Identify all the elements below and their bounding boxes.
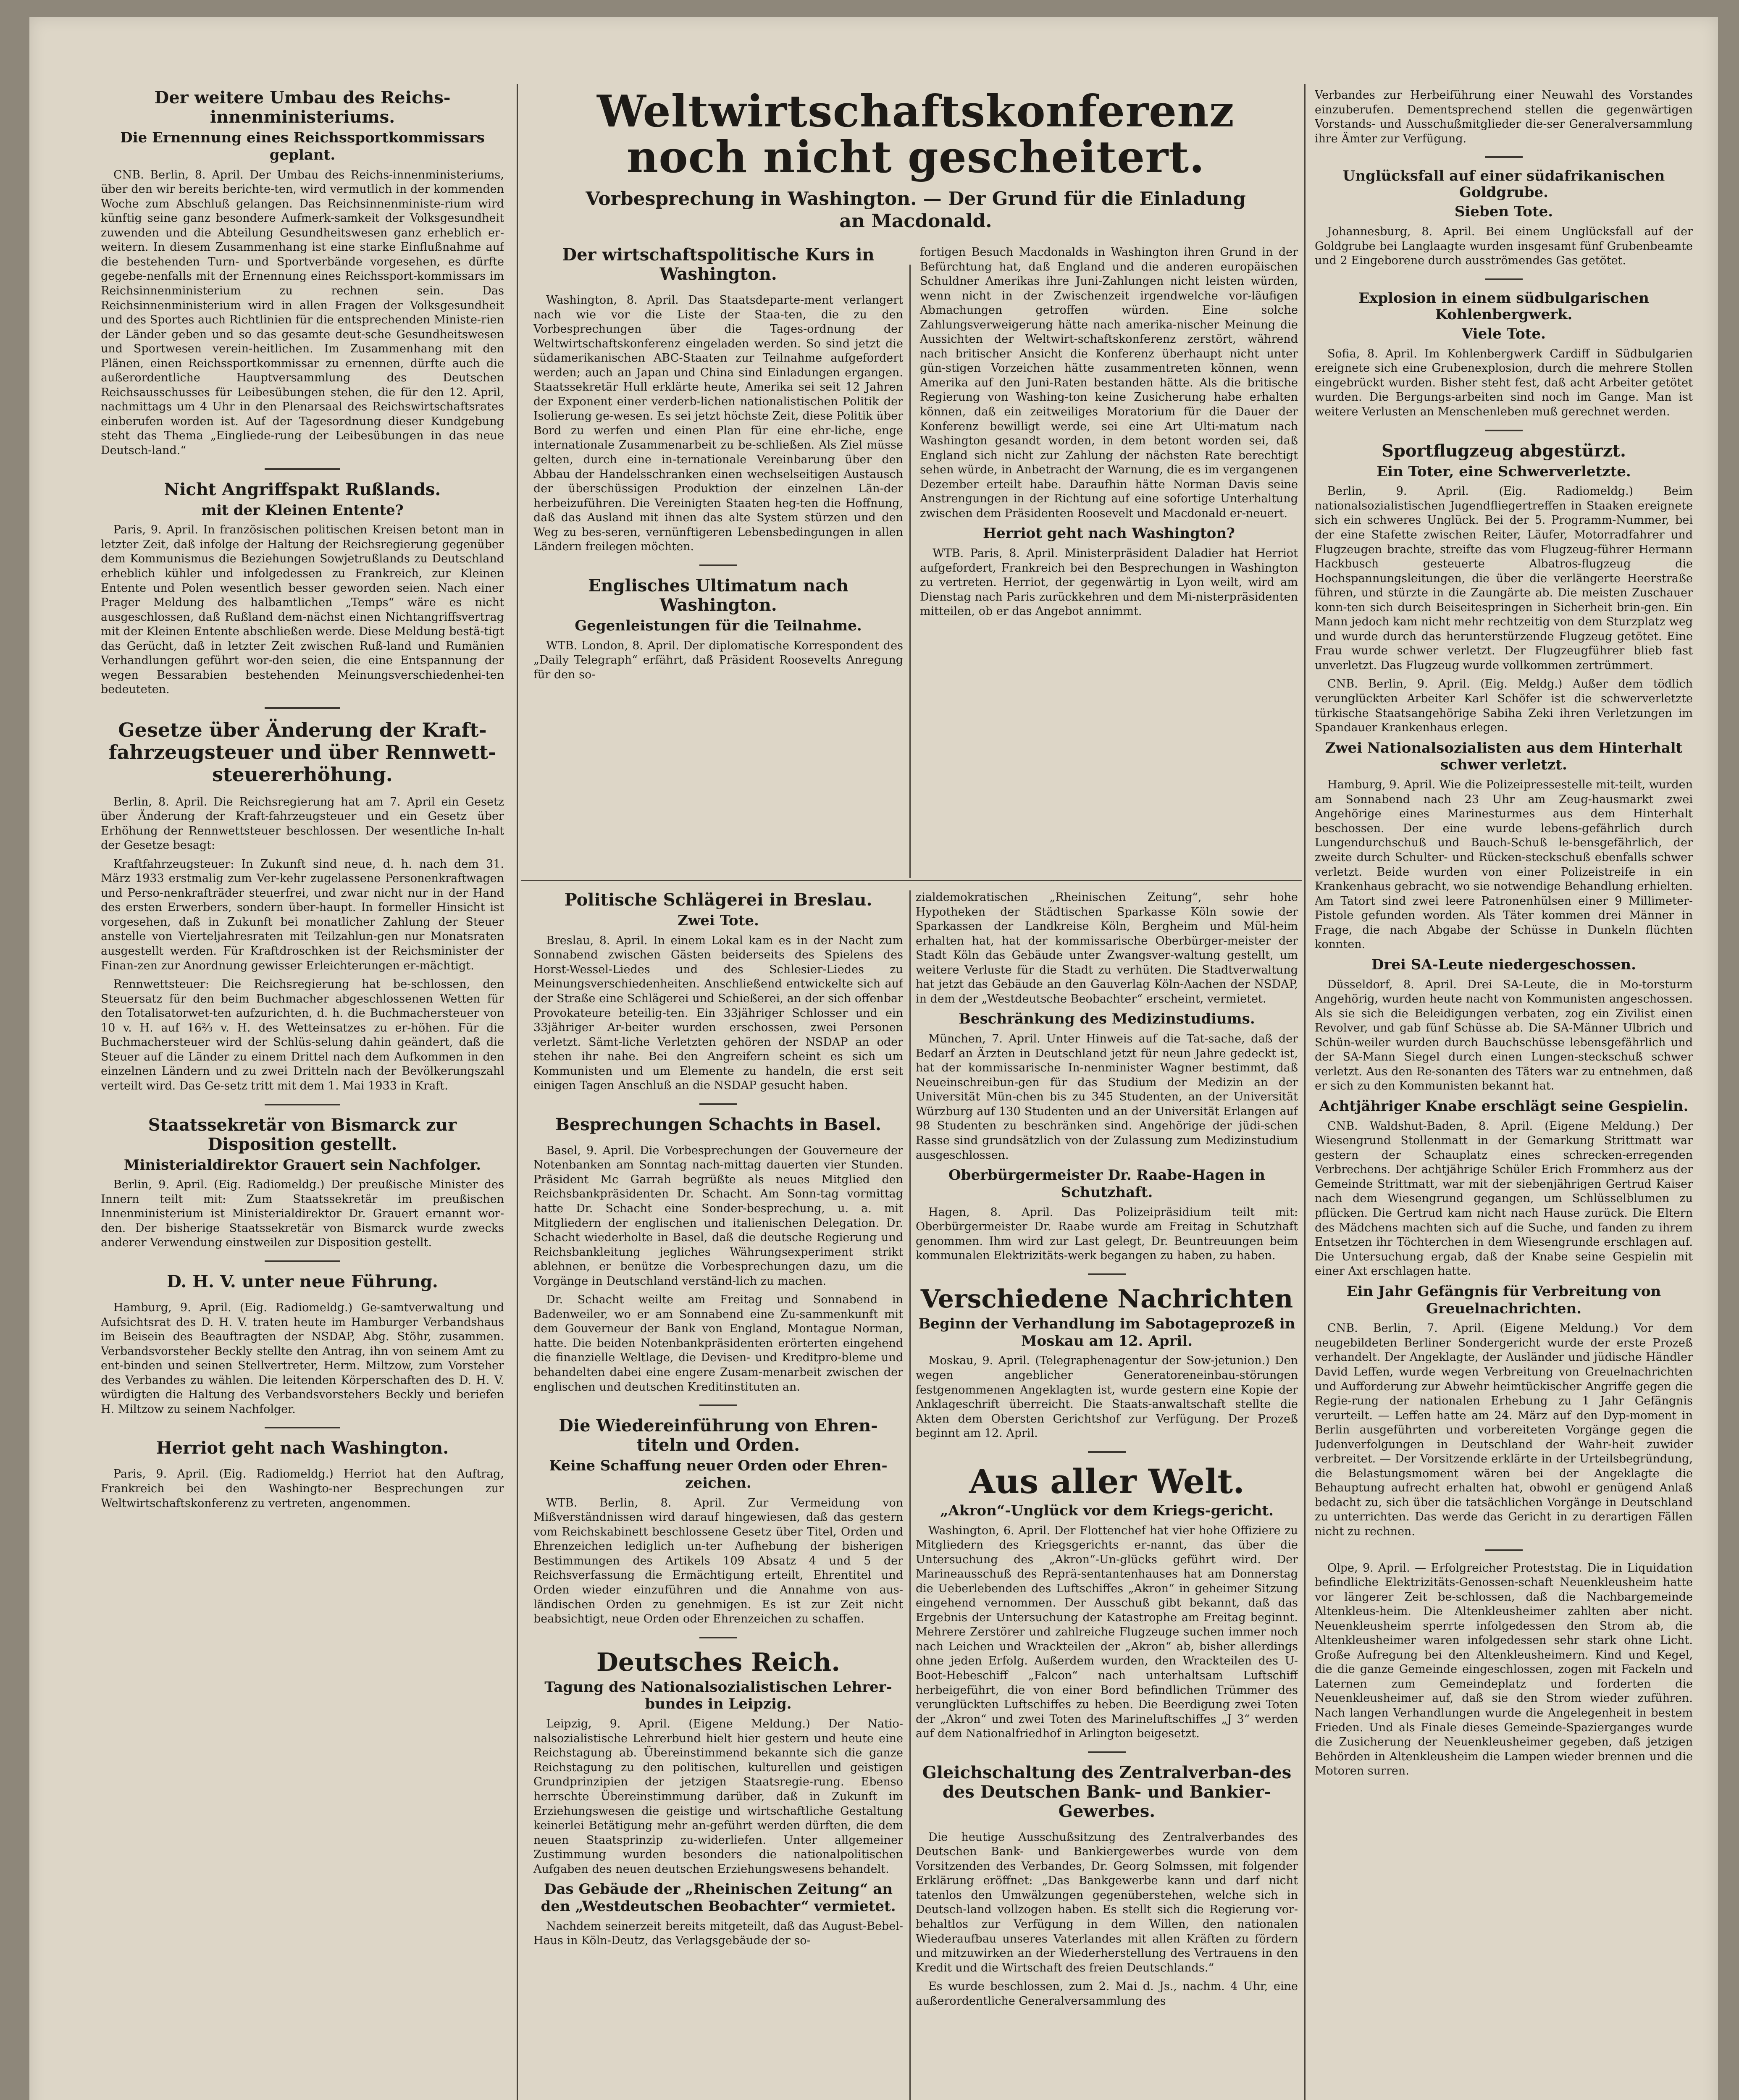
article-body: WTB. London, 8. April. Der diplomatische Korrespondent des „Daily Telegraph“ erfährt, daß Präsident Roosevelts Anregung für den so- <box>533 639 903 681</box>
article-body: Berlin, 9. April. (Eig. Radiomeldg.) Der preußische Minister des Innern teilt mit: Zum Staatssekretär im preußischen Innenministerium ist Ministerialdirektor Dr. Grauert ernannt wor-den. Der bisherige Staatssekretär von Bismarck wurde zwecks anderer Verwendung einstweilen zur Disposition gestellt. <box>101 1178 504 1250</box>
separator <box>699 1103 737 1105</box>
main-story-right <box>920 245 1298 686</box>
article-subhead: Tagung des Nationalsozialistischen Lehrer-bundes in Leipzig. <box>544 1678 892 1713</box>
newspaper-page <box>29 17 1718 2100</box>
article-headline: Herriot geht nach Washington. <box>156 1438 449 1458</box>
main-headline: Weltwirtschaftskonferenz noch nicht gescheitert. <box>597 88 1235 183</box>
article-verschiedene <box>916 1285 1298 1441</box>
main-story-left <box>533 245 903 686</box>
article-body: Hagen, 8. April. Das Polizeipräsidium teilt mit: Oberbürgermeister Dr. Raabe wurde am Freitag in Schutzhaft genommen. Ihm wird zur Last gelegt, Dr. Beuntreuungen beim kommunalen Elektrizitäts-werk begangen zu haben, zu haben. <box>916 1205 1298 1263</box>
article-sa-leute <box>1315 956 1693 1094</box>
article-bankgewerbe <box>916 1763 1298 2009</box>
article-body: zialdemokratischen „Rheinischen Zeitung“, sehr hohe Hypotheken der Städtischen Sparkasse Köln sowie der Sparkassen der Landkreise Köln, Bergheim und Mül-heim erhalten hat, hat der kommissarische Oberbürger-meister der Stadt Köln das Gebäude unter Zwangsver-waltung gestellt, um weitere Verluste für die Stadt zu verhüten. Die Stadtverwaltung hat jetzt das Gebäude an den Gauverlag Köln-Aachen der NSDAP, in dem der „Westdeutsche Beobachter“ erscheint, vermietet. <box>916 891 1298 1005</box>
article-kohlenbergwerk <box>1315 290 1693 420</box>
separator <box>1485 1549 1523 1551</box>
article-body: Hamburg, 9. April. Wie die Polizeipressestelle mit-teilt, wurden am Sonnabend nach 23 Uhr am Zeug-hausmarkt zwei Angehörige eines Marinesturmes aus dem Hinterhalt beschossen. Der eine wurde lebens-gefährlich durch Lungendurchschuß und Bauch-Schuß le-bensgefährlich, der zweite durch Schulter- und Rücken-steckschuß ebenfalls schwer verletzt. Beide wurden von einer Polizeistreife in ein Krankenhaus gebracht, wo sie notwendige Behandlung erhielten. Am Tatort sind zwei leere Patronenhülsen einer 9 Millimeter-Pistole gefunden worden. Als Täter kommen drei Männer in Frage, die nach Abgabe der Schüsse in Dunkeln flüchten konnten. <box>1315 778 1693 951</box>
article-body: CNB. Berlin, 7. April. (Eigene Meldung.) Vor dem neugebildeten Berliner Sondergericht wurde der erste Prozeß verhandelt. Der Angeklagte, der Ausländer und jüdische Händler David Leffen, wurde wegen Verbreitung von Greuelnachrichten und Aufforderung zur Abwehr heimtückischer Angriffe gegen die Regie-rung der nationalen Erhebung zu 1 Jahr Gefängnis verurteilt. — Leffen hatte am 24. März auf den Dyp-moment in Berlin ausgeführten und vorbereiteten Vorgänge gegen die Judenverfolgungen in Deutschland der Wahr-heit zuwider verbreitet. — Der Vorsitzende erklärte in der Urteilsbegründung, die Belastungsmoment wären bei der Angeklagte die Behauptung aufrecht erhalten hat, obwohl er genügend Anlaß bedacht zu, sich über die tatsächlichen Vorgänge in Deutschland zu unterrichten. Das werde das Gericht in zu derartigen Fällen nicht zu rechnen. <box>1315 1322 1693 1538</box>
article-body: Düsseldorf, 8. April. Drei SA-Leute, die in Mo-torsturm Angehörig, wurden heute nacht von Kommunisten angeschossen. Als sie sich die Beleidigungen verbaten, zog ein Zivilist einen Revolver, und gab fünf Schüsse ab. Die SA-Männer Ulbrich und Schün-weiler wurden durch Bauchschüsse lebensgefährlich und der SA-Mann Siegel durch einen Lungen-steckschuß schwer verletzt. Aus den Re-sonanten des Täters war zu entnehmen, daß er sich zu den Kommunisten bekannt hat. <box>1315 978 1693 1093</box>
article-headline: Zwei Nationalsozialisten aus dem Hinterhalt schwer verletzt. <box>1325 739 1683 774</box>
article-subhead: Viele Tote. <box>1462 326 1546 342</box>
separator <box>699 1637 737 1638</box>
article-body: Verbandes zur Herbeiführung einer Neuwahl des Vorstandes einzuberufen. Dementsprechend stellen die gegenwärtigen Vorstands- und Ausschußmitglieder die-ser Generalversammlung ihre Ämter zur Verfügung. <box>1315 89 1693 145</box>
article-breslau <box>533 890 903 1093</box>
separator <box>1088 1751 1126 1753</box>
article-headline: Explosion in einem südbulgarischen Kohlenbergwerk. <box>1358 289 1649 323</box>
section-rule <box>521 880 1302 881</box>
article-herriot <box>101 1438 504 1511</box>
article-subhead: Ein Toter, eine Schwerverletzte. <box>1376 463 1631 480</box>
article-body: CNB. Berlin, 9. April. (Eig. Meldg.) Außer dem tödlich verunglückten Arbeiter Karl Schöfer ist die schwerverletzte türkische Staatsangehörige Sabiha Zeki ihren Verletzungen im Spandauer Krankenhaus erlegen. <box>1315 677 1693 735</box>
article-subhead: Die Ernennung eines Reichssportkommissars geplant. <box>120 129 485 163</box>
article-subhead: mit der Kleinen Entente? <box>201 501 404 519</box>
main-subhead: Vorbesprechung in Washington. — Der Grund für die Einladung an Macdonald. <box>586 188 1246 232</box>
separator <box>1485 278 1523 280</box>
separator <box>699 564 737 566</box>
article-body: Moskau, 9. April. (Telegraphenagentur der Sow-jetunion.) Den wegen angeblicher Generatoreneinbau-störungen festgenommenen Angeklagten ist, wurde gestern eine Kopie der Anklageschrift überreicht. Die Staats-anwaltschaft stellte die Akten dem Obersten Gerichtshof zur Verfügung. Der Prozeß beginnt am 12. April. <box>916 1354 1298 1440</box>
article-headline: Der weitere Umbau des Reichs-innenministeriums. <box>154 88 451 127</box>
separator <box>265 707 340 709</box>
article-body: Kraftfahrzeugsteuer: In Zukunft sind neue, d. h. nach dem 31. März 1933 erstmalig zum Ver-kehr zugelassene Personenkraftwagen und Perso-nenkrafträder steuerfrei, und zwar nicht nur in der Hand des ersten Erwerbers, sondern über-haupt. In formeller Hinsicht ist vorgesehen, daß in Zukunft bei monatlicher Zahlung der Steuer anstelle von Vierteljahresraten mit Teilzahlun-gen nur Monatsraten ausgestellt werden. Für Kraftdroschken ist der Reichsminister der Finan-zen zur Anordnung gewisser Erleichterungen er-mächtigt. <box>101 857 504 972</box>
section-headline: Deutsches Reich. <box>596 1647 841 1677</box>
main-story <box>533 88 1298 869</box>
article-subhead: Sieben Tote. <box>1454 203 1553 220</box>
article-body: Die heutige Ausschußsitzung des Zentralverbandes des Deutschen Bank- und Bankiergewerbes wurde von dem Vorsitzenden des Verbandes, Dr. Georg Solmssen, mit folgender Erklärung eröffnet: „Das Bankgewerbe kann und darf nicht tatenlos den Umwälzungen gegenüberstehen, welche sich in Deutsch-land vollzogen haben. Es stellt sich die Regierung vor-behaltlos zur Verfügung in dem Willen, den nationalen Wiederaufbau unseres Vaterlandes mit allen Kräften zu fördern und mitzuwirken an der Wiederherstellung des Vertrauens in den Kredit und die Wirtschaft des freien Deutschlands.“ <box>916 1830 1298 1974</box>
article-headline: Unglücksfall auf einer südafrikanischen Goldgrube. <box>1342 168 1665 201</box>
column-mid-left <box>533 890 903 2100</box>
article-headline: Oberbürgermeister Dr. Raabe-Hagen in Schutzhaft. <box>948 1167 1265 1201</box>
article-body: Paris, 9. April. In französischen politischen Kreisen betont man in letzter Zeit, daß infolge der Haltung der Reichsregierung gegenüber dem Kommunismus die Beziehungen Sowjetrußlands zu Deutschland erheblich kühler und infolgedessen zu Frankreich, zur Kleinen Entente und Polen wesentlich besser geworden seien. Nach einer Prager Meldung des halbamtlichen „Temps“ wäre es nicht ausgeschlossen, daß Rußland dem-nächst einen Nichtangriffsvertrag mit der Kleinen Entente abschließen werde. Diese Meldung bestä-tigt das Gerücht, daß in letzter Zeit zwischen Ruß-land und Rumänien Verhandlungen geführt wor-den seien, die eine Entspannung der wegen Bessarabien bestehenden Meinungsverschiedenhei-ten bedeuteten. <box>101 523 504 696</box>
separator <box>1485 430 1523 431</box>
column-rule-mid-center <box>909 890 911 2100</box>
column-rule-right <box>1304 84 1306 2100</box>
article-medizinstudium <box>916 1011 1298 1163</box>
separator <box>1088 1273 1126 1275</box>
article-deutsches-reich <box>533 1648 903 1948</box>
article-subhead: Gegenleistungen für die Teilnahme. <box>575 617 862 634</box>
separator <box>1485 156 1523 158</box>
article-headline: Ein Jahr Gefängnis für Verbreitung von Greuelnachrichten. <box>1346 1283 1661 1317</box>
article-sportflugzeug <box>1315 441 1693 735</box>
article-body: Sofia, 8. April. Im Kohlenbergwerk Cardiff in Südbulgarien ereignete sich eine Grubenexplosion, durch die mehrere Stollen eingebrückt wurden. Bisher steht fest, daß acht Arbeiter getötet wurden. Die Bergungs-arbeiten sind noch im Gange. Man ist weitere Verlusten an Menschenleben muß gerechnet werden. <box>1315 347 1693 418</box>
article-body: fortigen Besuch Macdonalds in Washington ihren Grund in der Befürchtung hat, daß England und die anderen europäischen Schuldner Amerikas ihre Juni-Zahlungen nicht leisten würden, wenn nicht in der Zwischenzeit irgendwelche vor-läufigen Abmachungen getroffen würden. Eine solche Zahlungsverweigerung hätte nach amerika-nischer Meinung die Aussichten der Weltwirt-schaftskonferenz zerstört, während nach britischer Ansicht die Konferenz überhaupt nicht unter gün-stigen Vorzeichen hätte zusammentreten können, wenn Amerika auf den Juni-Raten bestanden hätte. Als die britische Regierung von Washing-ton keine Zusicherung habe erhalten können, daß ein zeitweiliges Moratorium für die Dauer der Konferenz bewilligt werde, sei eine Art Ulti-matum nach Washington gesandt worden, in dem betont worden sei, daß England sich nicht zur Zahlung der nächsten Rate berechtigt sehen würde, in Anbetracht der Warnung, die es im vergangenen Dezember erteilt habe. Daraufhin hätte Norman Davis seine Anstrengungen in der Richtung auf eine sofortige Unterhaltung zwischen dem Präsidenten Roosevelt und Macdonald er-neuert. <box>920 245 1298 520</box>
article-headline: Gesetze über Änderung der Kraft-fahrzeugsteuer und über Rennwett-steuererhöhung. <box>108 718 496 786</box>
separator <box>265 1427 340 1428</box>
article-body: Washington, 6. April. Der Flottenchef hat vier hohe Offiziere zu Mitgliedern des Kriegsgerichts er-nannt, das über die Untersuchung des „Akron“-Un-glücks geführt wird. Der Marineausschuß des Reprä-sentantenhauses hat am Donnerstag die Ueberlebenden des Luftschiffes „Akron“ in geheimer Sitzung eingehend vernommen. Der Ausschuß gibt bekannt, daß das Ergebnis der Untersuchung der Katastrophe am Freitag beginnt. Mehrere Zerstörer und zahlreiche Flugzeuge suchen immer noch nach Leichen und Wrackteilen der „Akron“ ab, bisher allerdings ohne jeden Erfolg. Außerdem wurden, den Wrackteilen des U-Boot-Hebeschiff „Falcon“ nach unterhaltsam Luftschiff herbeigeführt, die von einer Bord befindlichen Trümmer des verunglückten Luftschiffes zu heben. Die Beerdigung zwei Toten der „Akron“ und zwei Toten des Marineluftschiffes „J 3“ werden auf dem Nationalfriedhof in Arlington beigesetzt. <box>916 1524 1298 1740</box>
article-subhead: Das Gebäude der „Rheinischen Zeitung“ an den „Westdeutschen Beobachter“ vermietet. <box>541 1881 896 1915</box>
section-headline: Aus aller Welt. <box>969 1461 1245 1501</box>
article-body: Berlin, 8. April. Die Reichsregierung hat am 7. April ein Gesetz über Änderung der Kraft-fahrzeugsteuer und ein Gesetz über Erhöhung der Rennwettsteuer beschlossen. Der wesentliche In-halt der Gesetze besagt: <box>101 795 504 852</box>
article-subhead: Zwei Tote. <box>678 912 759 929</box>
article-body: München, 7. April. Unter Hinweis auf die Tat-sache, daß der Bedarf an Ärzten in Deutschland jetzt für neun Jahre gedeckt ist, hat der kommissarische In-nenminister Wagner bestimmt, daß Neueinschreibun-gen für das Studium der Medizin an der Universität Mün-chen bis zu 345 Studenten, an der Universität Würzburg auf 130 Studenten und an der Universität Erlangen auf 98 Studenten zu beschränken sind. Angehörige der jüdi-schen Rasse sind grundsätzlich von der Zulassung zum Medizinstudium ausgeschlossen. <box>916 1032 1298 1162</box>
separator <box>699 1404 737 1406</box>
article-headline: Drei SA-Leute niedergeschossen. <box>1371 956 1636 973</box>
article-goldgrube <box>1315 168 1693 268</box>
column-rule-left <box>517 84 518 2100</box>
article-body: Breslau, 8. April. In einem Lokal kam es in der Nacht zum Sonnabend zwischen Gästen beiderseits des Spielens des Horst-Wessel-Liedes und des Schlesier-Liedes zu Meinungsverschiedenheiten. Anschließend entwickelte sich auf der Straße eine Schlägerei und Schießerei, an der sich offenbar Provokateure beteilig-ten. Ein 33jähriger Schlosser und ein 33jähriger Ar-beiter wurden erschossen, zwei Personen verletzt. Sämt-liche Verletzten gehören der NSDAP an oder stehen ihr nahe. Bei den Angreifern scheint es sich um Kommunisten und um Elemente zu handeln, die erst seit einigen Tagen Anschluß an die NSDAP gesucht haben. <box>533 934 903 1092</box>
article-headline: Beschränkung des Medizinstudiums. <box>959 1011 1255 1028</box>
article-headline: D. H. V. unter neue Führung. <box>167 1272 438 1292</box>
article-aus-aller-welt <box>916 1463 1298 1741</box>
article-subhead: Herriot geht nach Washington? <box>983 525 1235 542</box>
article-headline: Besprechungen Schachts in Basel. <box>555 1114 881 1134</box>
article-body: Rennwettsteuer: Die Reichsregierung hat be-schlossen, den Steuersatz für den beim Buchmacher abgeschlossenen Wetten für den Totalisatorwet-ten aufzurichten, d. h. die Buchmachersteuer von 10 v. H. auf 16⅔ v. H. des Wetteinsatzes zu er-höhen. Für die Buchmachersteuer wird der Schlüs-selung dahin geändert, daß die Steuer auf die Länder zu einem Drittel nach dem Aufkommen in den einzelnen Ländern und zu zwei Dritteln nach der Bevölkerungszahl verteilt wird. Das Ge-setz tritt mit dem 1. Mai 1933 in Kraft. <box>101 978 504 1092</box>
column-mid-right <box>916 890 1298 2100</box>
article-headline: Nicht Angriffspakt Rußlands. <box>164 479 441 499</box>
article-kraftfahrzeugsteuer <box>101 719 504 1094</box>
article-body: WTB. Paris, 8. April. Ministerpräsident Daladier hat Herriot aufgefordert, Frankreich bei den Besprechungen in Washington zu vertreten. Herriot, der gegenwärtig in Lyon weilt, wird am Dienstag nach Paris zurückkehren und dem Mi-nisterpräsidenten mitteilen, ob er das Angebot annimmt. <box>920 547 1298 618</box>
article-body: Washington, 8. April. Das Staatsdeparte-ment verlangert nach wie vor die Liste der Staa-ten, die zu den Vorbesprechungen über die Tages-ordnung der Weltwirtschaftskonferenz eingeladen werden. So sind jetzt die südamerikanischen ABC-Staaten zur Teilnahme aufgefordert werden; auch an Japan und China sind Einladungen ergangen. Staatssekretär Hull erklärte heute, Amerika sei seit 12 Jahren der Exponent einer verderb-lichen nationalistischen Politik der Isolierung ge-wesen. Es sei jetzt höchste Zeit, diese Politik über Bord zu werfen und einen Plan für eine ehr-liche, enge internationale Zusammenarbeit zu be-schließen. Als Ziel müsse gelten, durch eine in-ternationale Vereinbarung über den Abbau der Handelsschranken einen wechselseitigen Austausch der überschüssigen Produktion der einzelnen Län-der herbeizuführen. Die Vereinigten Staaten heg-ten die Hoffnung, daß das Ausland mit ihnen das alte System stürzen und den Weg zu bes-seren, vernünftigeren Lebensbedingungen in allen Ländern freilegen möchten. <box>533 293 903 554</box>
separator <box>265 1104 340 1105</box>
article-body: CNB. Berlin, 8. April. Der Umbau des Reichs-innenministeriums, über den wir bereits berichte-ten, wird vermutlich in der kommenden Woche zum Abschluß gelangen. Das Reichsinnenministe-rium wird künftig seine ganz besondere Aufmerk-samkeit der Volksgesundheit zuwenden und die Abteilung Gesundheitswesen ganz erheblich er-weitern. In diesem Zusammenhang ist eine starke Einflußnahme auf die bestehenden Turn- und Sportverbände vorgesehen, es dürfte gegebe-nenfalls mit der Ernennung eines Reichssport-kommissars im Reichsinnenministerium zu rechnen sein. Das Reichsinnenministerium wird in allen Fragen der Volksgesundheit und des Sportes auch Richtlinien für die entsprechenden Ministe-rien der Länder geben und so das gesamte deut-sche Gesundheitswesen und Sportwesen verein-heitlichen. Im Zusammenhang mit den Plänen, einen Reichssportkommissar zu ernennen, dürfte auch die außerordentliche Hauptversammlung des Deutschen Reichsausschusses für Leibesübungen stehen, die für den 12. April, nachmittags um 4 Uhr in den Plenarsaal des Reichswirtschaftsrates einberufen worden ist. Auf der Tagesordnung dieser Kundgebung steht das Thema „Eingliede-rung der Leibesübungen in das neue Deutsch-land.“ <box>101 168 504 457</box>
article-subhead: „Akron“-Unglück vor dem Kriegs-gericht. <box>940 1502 1274 1519</box>
article-headline: Gleichschaltung des Zentralverban-des des Deutschen Bank- und Bankier-Gewerbes. <box>922 1762 1292 1821</box>
article-angriffspakt <box>101 480 504 697</box>
article-knabe <box>1315 1098 1693 1279</box>
article-body: Nachdem seinerzeit bereits mitgeteilt, daß das August-Bebel-Haus in Köln-Deutz, das Verlagsgebäude der so- <box>533 1919 903 1948</box>
article-bismarck <box>101 1116 504 1251</box>
article-subhead: Beginn der Verhandlung im Sabotageprozeß in Moskau am 12. April. <box>918 1315 1295 1349</box>
column-left <box>101 88 504 2100</box>
article-body: CNB. Waldshut-Baden, 8. April. (Eigene Meldung.) Der Wiesengrund Stollenmatt in der Gemarkung Strittmatt war gestern der Schauplatz eines schrecken-erregenden Verbrechens. Der achtjährige Schüler Erich Frommherz aus der Gemeinde Strittmatt, war mit der siebenjährigen Gertrud Kaiser nach dem Wiesengrund gegangen, um Schlüsselblumen zu pflücken. Die Gertrud kam nicht nach Hause zurück. Die Eltern des Mädchens machten sich auf die Suche, und fanden zu ihrem Entsetzen ihr Töchterchen in dem Wiesengrunde erschlagen auf. Die Untersuchung ergab, daß der Knabe seine Gespielin mit einer Axt erschlagen hatte. <box>1315 1119 1693 1278</box>
article-headline: Sportflugzeug abgestürzt. <box>1382 441 1626 461</box>
article-body: Berlin, 9. April. (Eig. Radiomeldg.) Beim nationalsozialistischen Jugendfliegertreffen in Staaken ereignete sich ein schweres Unglück. Bei der 5. Programm-Nummer, bei der eine Stafette zwischen Reiter, Läufer, Motorradfahrer und Flugzeugen brachte, streifte das vom Flugzeug-führer Hermann Hackbusch gesteuerte Albatros-flugzeug die Hochspannungsleitungen, die über die verlängerte Heerstraße führen, und stürzte in die Zaungärte ab. Die meisten Zuschauer konn-ten sich durch Beiseitespringen in Sicherheit brin-gen. Ein Mann jedoch kam nicht mehr rechtzeitig von dem Sturzplatz weg und wurde durch das herunterstürzende Flugzeug getötet. Eine Frau wurde schwer verletzt. Der Flugzeugführer blieb fast unverletzt. Das Flugzeug wurde vollkommen zertrümmert. <box>1315 485 1693 672</box>
article-subhead: Keine Schaffung neuer Orden oder Ehren-zeichen. <box>549 1457 888 1491</box>
article-body: Basel, 9. April. Die Vorbesprechungen der Gouverneure der Notenbanken am Sonntag nach-mittag dauerten vier Stunden. Präsident Mc Garrah begrüßte als neues Mitglied den Reichsbankpräsidenten Dr. Schacht. Am Sonn-tag vormittag hatte Dr. Schacht eine Sonder-besprechung, u. a. mit Mitgliedern der englischen und italienischen Delegation. Dr. Schacht wiederholte in Basel, daß die deutsche Regierung und Reichsbankleitung jegliches Währungsexperiment strikt ablehnen, er benütze die Vorbesprechungen dazu, um die Vorgänge in Deutschland verständ-lich zu machen. <box>533 1144 903 1288</box>
article-reichsinnenministerium <box>101 88 504 458</box>
article-hinterhalt <box>1315 740 1693 952</box>
article-body: Hamburg, 9. April. (Eig. Radiomeldg.) Ge-samtverwaltung und Aufsichtsrat des D. H. V. traten heute im Hamburger Verbandshaus im Beisein des Beauftragten der NSDAP, Abg. Stöhr, zusammen. Verbandsvorsteher Beckly stellte den Antrag, ihn von seinem Amt zu ent-binden und seinen Stellvertreter, Herm. Miltzow, zum Vorsteher des Verbandes zu wählen. Die leitenden Körperschaften des D. H. V. würdigten die Haltung des Verbandsvorstehers Beckly und beriefen H. Miltzow zu seinem Nachfolger. <box>101 1301 504 1416</box>
article-greuelnachrichten <box>1315 1283 1693 1539</box>
article-body: Dr. Schacht weilte am Freitag und Sonnabend in Badenweiler, wo er am Sonnabend eine Zu-sammenkunft mit dem Gouverneur der Bank von England, Montague Norman, hatte. Die beiden Notenbankpräsidenten erörterten eingehend die finanzielle Weltlage, die Devisen- und Kreditpro-bleme und behandelten dabei eine engere Zusam-menarbeit zwischen der englischen und deutschen Kreditinstituten an. <box>533 1293 903 1394</box>
article-body: Olpe, 9. April. — Erfolgreicher Proteststag. Die in Liquidation befindliche Elektrizitäts-Genossen-schaft Neuenkleusheim hatte vor längerer Zeit be-schlossen, daß die Nachbargemeinde Altenkleus-heim. Die Altenkleusheimer zahlten aber nicht. Neuenkleusheim sperrte infolgedessen den Strom ab, die Altenkleusheimer waren infolgedessen sehr stark ohne Licht. Große Aufregung bei den Altenkleusheimern. Kind und Kegel, die die ganze Gemeinde eingeschlossen, zogen mit Fackeln und Laternen zum Gemeindeplatz und forderten die Neuenkleusheimer auf, daß sie den Strom wieder zuführen. Nach langen Verhandlungen wurde die Angelegenheit in bestem Frieden. Und als Finale dieses Gemeinde-Spazierganges wurde die Zusicherung der Neuenkleusheimer gegeben, daß jetzigen Behörden in Altenkleusheim die Lampen wieder brennen und die Motoren surren. <box>1315 1561 1693 1778</box>
article-body: Johannesburg, 8. April. Bei einem Unglücksfall auf der Goldgrube bei Langlaagte wurden insgesamt fünf Grubenbeamte und 2 Eingeborene durch ausströmendes Gas getötet. <box>1315 225 1693 268</box>
column-right <box>1315 88 1693 2100</box>
article-schacht <box>533 1115 903 1394</box>
article-body: Paris, 9. April. (Eig. Radiomeldg.) Herriot hat den Auftrag, Frankreich bei den Washingto-ner Besprechungen zur Weltwirtschaftskonferenz zu vertreten, angenommen. <box>101 1467 504 1510</box>
article-headline: Englisches Ultimatum nach Washington. <box>588 575 849 615</box>
article-body: WTB. Berlin, 8. April. Zur Vermeidung von Mißverständnissen wird darauf hingewiesen, daß das gestern vom Reichskabinett beschlossene Gesetz über Titel, Orden und Ehrenzeichen lediglich un-ter Aufhebung der bisherigen Bestimmungen des Artikels 109 Absatz 4 und 5 der Reichsverfassung die Ermächtigung erteilt, Ehrentitel und Orden wieder einzuführen und die Annahme von aus-ländischen Orden zu genehmigen. Es ist zur Zeit nicht beabsichtigt, neue Orden oder Ehrenzeichen zu schaffen. <box>533 1496 903 1626</box>
separator <box>265 1260 340 1262</box>
article-body: Es wurde beschlossen, zum 2. Mai d. Js., nachm. 4 Uhr, eine außerordentliche Generalversammlung des <box>916 1980 1298 2008</box>
section-headline: Verschiedene Nachrichten <box>920 1284 1293 1314</box>
article-headline: Der wirtschaftspolitische Kurs in Washington. <box>562 244 875 284</box>
article-ehrentitel <box>533 1416 903 1627</box>
article-headline: Die Wiedereinführung von Ehren-titeln und Orden. <box>559 1416 878 1455</box>
article-subhead: Ministerialdirektor Grauert sein Nachfolger. <box>123 1156 481 1173</box>
article-headline: Politische Schlägerei in Breslau. <box>564 890 872 910</box>
article-headline: Achtjähriger Knabe erschlägt seine Gespielin. <box>1319 1097 1689 1115</box>
article-raabe <box>916 1167 1298 1263</box>
separator <box>265 468 340 470</box>
article-body: Leipzig, 9. April. (Eigene Meldung.) Der Natio-nalsozialistische Lehrerbund hielt hier gestern und heute eine Reichstagung ab. Übereinstimmend bekannte sich die ganze Reichstagung zu den politischen, kulturellen und geistigen Grundprinzipien der jetzigen Staatsregie-rung. Ebenso herrschte Übereinstimmung darüber, daß in Zukunft im Erziehungswesen die geistige und wirtschaftliche Gestaltung keinerlei Betätigung mehr an-geführt werden dürften, die dem neuen Staatsprinzip zu-widerliefen. Unter allgemeiner Zustimmung wurden besonders die nationalpolitischen Aufgaben des neuen deutschen Erziehungswesens behandelt. <box>533 1717 903 1876</box>
article-headline: Staatssekretär von Bismarck zur Disposition gestellt. <box>148 1115 457 1154</box>
separator <box>1088 1451 1126 1453</box>
article-dhv <box>101 1272 504 1417</box>
